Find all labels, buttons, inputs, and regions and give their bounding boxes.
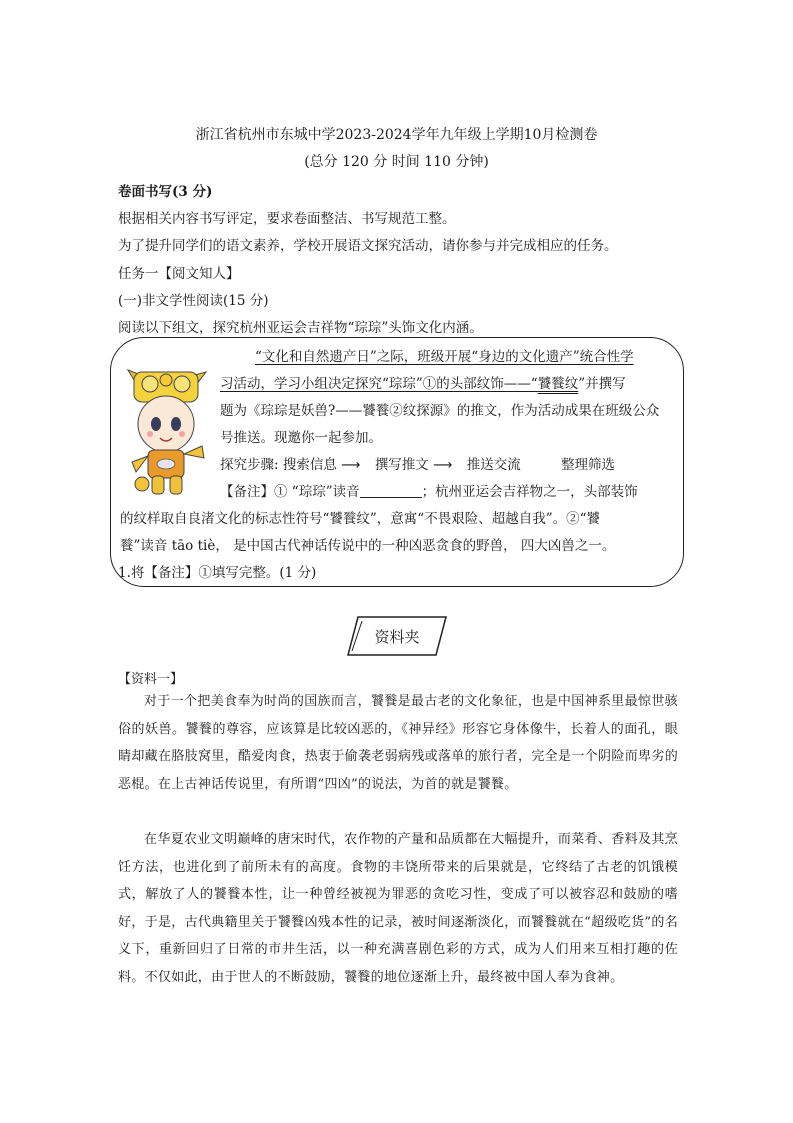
folder-label: 资料夹	[374, 628, 420, 646]
step-search: 搜索信息	[282, 457, 337, 473]
material-heading: 【资料一】	[118, 672, 184, 687]
pinyin-blank[interactable]	[360, 483, 422, 498]
steps-label: 探究步骤:	[220, 457, 279, 473]
mascot-congcong-icon	[120, 350, 212, 500]
step-share: 推送交流	[466, 457, 521, 473]
box-line-3: 题为《琮琮是妖兽?——饕餮②纹探源》的推文，作为活动成果在班级公众	[220, 403, 660, 419]
arrow-right-icon: ⟶	[433, 457, 453, 473]
part-heading: (一)非文学性阅读(15 分)	[118, 293, 269, 309]
box-line-4: 号推送。现邀你一起参加。	[220, 430, 382, 446]
steps-row	[220, 453, 615, 473]
step-sort: 整理筛选	[561, 457, 616, 473]
box-line-2	[220, 372, 626, 392]
box-line-2a: 习活动，学习小组决定探究“琮琮”①的头部纹饰——“	[220, 376, 538, 392]
note-line-3: 餮”读音 tāo tiè， 是中国古代神话传说中的一种凶恶贪食的野兽， 四大凶兽之一。	[120, 538, 616, 554]
note-label: 【备注】① “琮琮”读音	[220, 484, 360, 500]
box-line-1: “文化和自然遗产日”之际，班级开展“身边的文化遗产”统合性学	[255, 349, 634, 365]
task-heading: 任务一【阅文知人】	[118, 266, 240, 282]
reading-intro: 阅读以下组文，探究杭州亚运会吉祥物“琮琮”头饰文化内涵。	[118, 320, 483, 336]
note-line-1	[220, 480, 638, 500]
box-line-2b: 饕餮纹	[537, 376, 579, 392]
handwriting-heading: 卷面书写(3 分)	[118, 184, 213, 200]
note-text: ；杭州亚运会吉祥物之一，头部装饰	[421, 484, 638, 500]
material-paragraph-2: 在华夏农业文明巅峰的唐宋时代，农作物的产量和品质都在大幅提升，而菜肴、香料及其烹饪方法，也进化到了前所未有的高度。食物的丰饶所带来的后果就是，它终结了古老的饥饿模式，解放了人的饕餮本性，让一种曾经被视为罪恶的贪吃习性，变成了可以被容忍和鼓励的嗜好，于是，古代典籍里关于饕餮凶残本性的记录，被时间逐渐淡化，而饕餮就在“超级吃货”的名义下，重新回归了日常的市井生活，以一种充满喜剧色彩的方式，成为人们用来互相打趣的佐料。不仅如此，由于世人的不断鼓励，饕餮的地位逐渐上升，最终被中国人奉为食神。	[118, 832, 678, 985]
box-line-2c: ”并撰写	[578, 376, 626, 392]
intro-text: 为了提升同学们的语文素养，学校开展语文探究活动，请你参与并完成相应的任务。	[118, 238, 618, 254]
document-title: 浙江省杭州市东城中学2023-2024学年九年级上学期10月检测卷	[195, 127, 598, 143]
question-1: 1.将【备注】①填写完整。(1 分)	[118, 565, 317, 581]
step-write: 撰写推文	[374, 457, 429, 473]
note-line-2: 的纹样取自良渚文化的标志性符号“饕餮纹”，意寓“不畏艰险、超越自我”。②“饕	[120, 511, 601, 527]
document-subtitle: (总分 120 分 时间 110 分钟)	[304, 154, 489, 170]
handwriting-desc: 根据相关内容书写评定，要求卷面整洁、书写规范工整。	[118, 211, 456, 227]
material-paragraph-1: 对于一个把美食奉为时尚的国族而言，饕餮是最古老的文化象征，也是中国神系里最惊世骇俗的妖兽。饕餮的尊容，应该算是比较凶恶的，《神异经》形容它身体像牛，长着人的面孔，眼睛却藏在胳肢窝里，酷爱肉食，热衷于偷袭老弱病残或落单的旅行者，完全是一个阴险而卑劣的恶棍。在上古神话传说里，有所谓“四凶”的说法，为首的就是饕餮。	[118, 694, 678, 792]
arrow-right-icon: ⟶	[341, 457, 361, 473]
